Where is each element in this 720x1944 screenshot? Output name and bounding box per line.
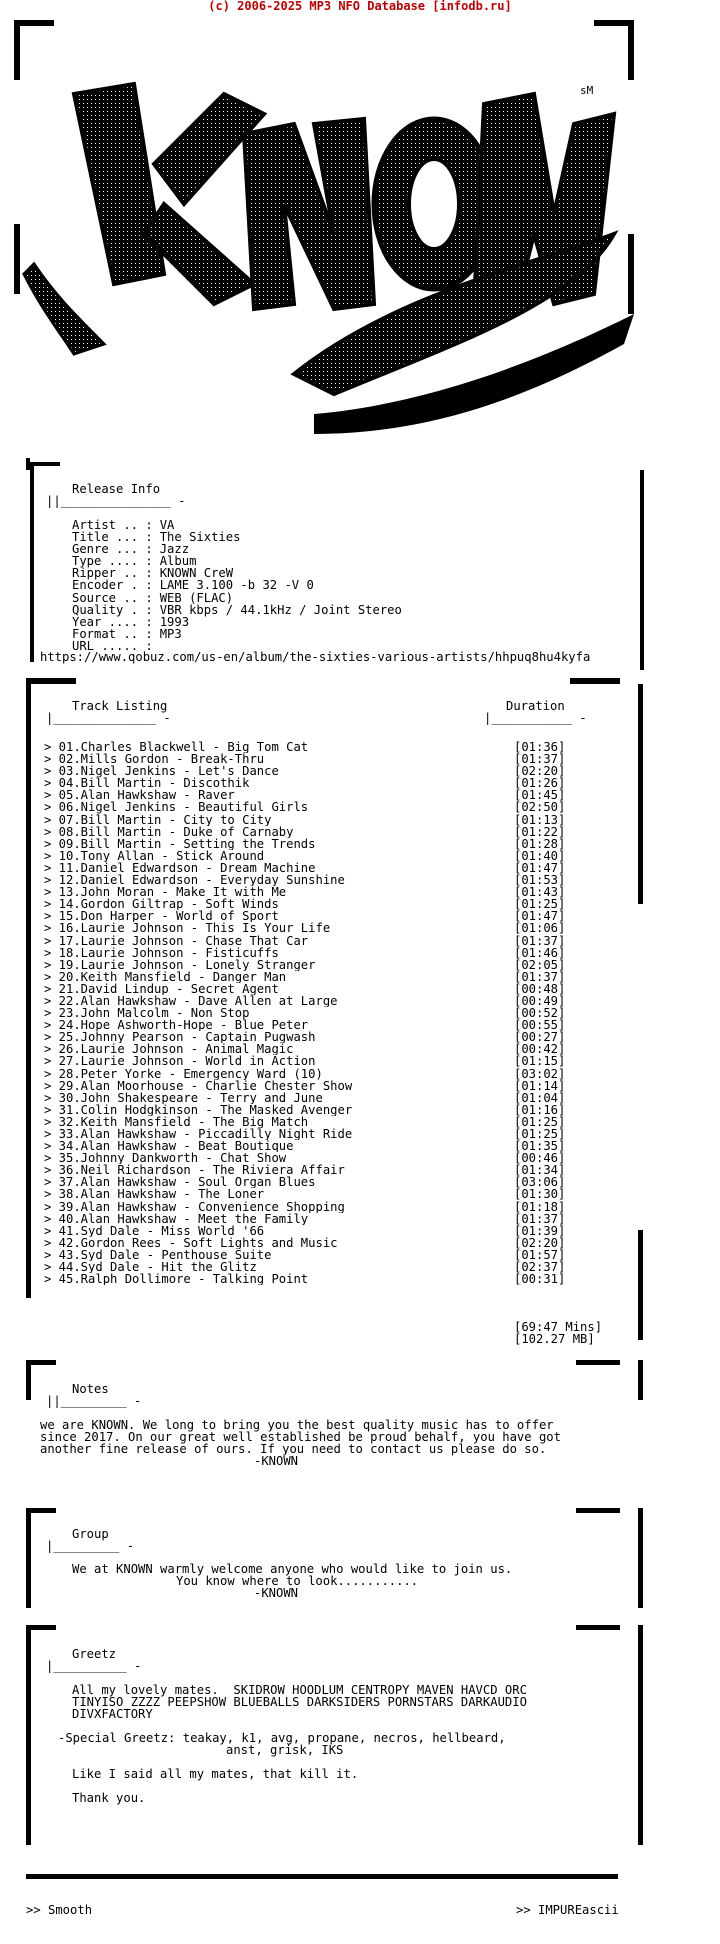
release-info-value: The Sixties: [159, 530, 241, 545]
track-title: > 10.Tony Allan - Stick Around: [44, 849, 265, 862]
release-info-key: Format .. :: [72, 626, 153, 641]
track-duration: [01:40]: [514, 848, 566, 863]
track-title: > 18.Laurie Johnson - Fisticuffs: [44, 946, 279, 959]
release-info-key: Artist .. :: [72, 518, 153, 532]
track-title: > 06.Nigel Jenkins - Beautiful Girls: [44, 801, 309, 814]
release-info-value: WEB (FLAC): [159, 590, 234, 605]
track-row: [44, 801, 644, 813]
track-duration: [01:28]: [514, 836, 566, 851]
track-title: > 36.Neil Richardson - The Riviera Affair: [44, 1164, 345, 1177]
track-duration: [01:15]: [514, 1054, 566, 1069]
track-duration: [01:45]: [514, 788, 566, 803]
notes-line-3: another fine release of ours. If you need to contact us please do so.: [40, 1442, 547, 1456]
track-duration: [01:37]: [514, 933, 566, 948]
track-duration: [01:04]: [514, 1090, 566, 1105]
track-duration: [01:37]: [514, 969, 566, 984]
release-info-key: Source .. :: [72, 590, 153, 605]
track-title: > 17.Laurie Johnson - Chase That Car: [44, 934, 309, 947]
release-info-key: Encoder . :: [72, 578, 153, 593]
track-duration: [01:25]: [514, 897, 566, 912]
greetz-special-2: anst, grisk, IKS: [226, 1743, 344, 1757]
greetz-line-3: DIVXFACTORY: [72, 1707, 153, 1721]
release-info-value: 1993: [159, 614, 190, 629]
copyright-header: (c) 2006-2025 MP3 NFO Database [infodb.ru]: [208, 0, 512, 13]
total-size: [102.27 MB]: [514, 1332, 595, 1346]
track-row: [44, 1188, 644, 1200]
track-title: > 23.John Malcolm - Non Stop: [44, 1007, 250, 1020]
track-title: > 34.Alan Hawkshaw - Beat Boutique: [44, 1140, 294, 1153]
track-duration: [01:18]: [514, 1199, 566, 1214]
track-row: [44, 1068, 644, 1080]
track-title: > 30.John Shakespeare - Terry and June: [44, 1091, 323, 1104]
greetz-underline: |__________ -: [46, 1659, 142, 1673]
track-list: [44, 741, 644, 1285]
release-info-key: Title ... :: [72, 530, 153, 545]
release-info-key: Genre ... :: [72, 542, 153, 557]
track-duration: [01:13]: [514, 812, 566, 827]
track-duration: [01:46]: [514, 945, 566, 960]
release-info-value: Jazz: [159, 542, 190, 557]
duration-underline: |___________ -: [484, 711, 587, 725]
track-duration: [02:37]: [514, 1260, 566, 1275]
track-title: > 41.Syd Dale - Miss World '66: [44, 1224, 265, 1237]
track-duration: [00:27]: [514, 1030, 566, 1045]
track-duration: [01:43]: [514, 885, 566, 900]
total-time: [69:47 Mins]: [514, 1320, 603, 1334]
greetz-line-1: All my lovely mates. SKIDROW HOODLUM CENTROPY MAVEN HAVCD ORC: [72, 1683, 527, 1697]
track-row: [44, 1055, 644, 1067]
track-title: > 45.Ralph Dollimore - Talking Point: [44, 1273, 309, 1286]
release-info-heading: Release Info: [72, 482, 161, 496]
track-title: > 42.Gordon Rees - Soft Lights and Music: [44, 1236, 338, 1249]
track-title: > 16.Laurie Johnson - This Is Your Life: [44, 922, 331, 935]
release-info-value: VA: [159, 518, 175, 532]
track-duration: [00:48]: [514, 981, 566, 996]
track-title: > 38.Alan Hawkshaw - The Loner: [44, 1188, 265, 1201]
track-duration: [01:47]: [514, 909, 566, 924]
track-duration: [00:55]: [514, 1018, 566, 1033]
release-url[interactable]: https://www.qobuz.com/us-en/album/the-sixties-various-artists/hhpuq8hu4kyfa: [40, 650, 591, 664]
track-title: > 14.Gordon Giltrap - Soft Winds: [44, 898, 279, 911]
track-title: > 39.Alan Hawkshaw - Convenience Shopping: [44, 1200, 345, 1213]
release-info-value: MP3: [159, 626, 182, 641]
greetz-heading: Greetz: [72, 1647, 117, 1661]
track-title: > 22.Alan Hawkshaw - Dave Allen at Large: [44, 994, 338, 1008]
release-info-value: KNOWN CreW: [159, 566, 234, 581]
track-duration: [01:53]: [514, 873, 566, 888]
track-title: > 33.Alan Hawkshaw - Piccadilly Night Ride: [44, 1128, 353, 1141]
track-row: [44, 922, 644, 934]
track-title: > 32.Keith Mansfield - The Big Match: [44, 1115, 309, 1128]
track-row: [44, 1080, 644, 1092]
track-title: > 21.David Lindup - Secret Agent: [44, 982, 279, 995]
track-title: > 03.Nigel Jenkins - Let's Dance: [44, 765, 279, 778]
release-info-value: Album: [159, 554, 197, 569]
track-title: > 27.Laurie Johnson - World in Action: [44, 1055, 316, 1068]
track-duration: [03:06]: [514, 1175, 566, 1190]
footer-right: >> IMPUREascii: [516, 1903, 619, 1917]
logo-signature: sM: [580, 84, 594, 97]
release-info-key: Type .... :: [72, 554, 153, 569]
track-duration: [02:20]: [514, 764, 566, 779]
track-duration: [01:39]: [514, 1223, 566, 1238]
track-title: > 44.Syd Dale - Hit the Glitz: [44, 1261, 257, 1274]
track-duration: [01:16]: [514, 1102, 566, 1117]
duration-heading: Duration: [506, 699, 565, 713]
track-title: > 12.Daniel Edwardson - Everyday Sunshine: [44, 874, 345, 887]
track-title: > 05.Alan Hawkshaw - Raver: [44, 789, 235, 802]
track-title: > 35.Johnny Dankworth - Chat Show: [44, 1152, 287, 1165]
release-info-key: Quality . :: [72, 602, 153, 617]
notes-heading: Notes: [72, 1382, 109, 1396]
release-info-value: VBR kbps / 44.1kHz / Joint Stereo: [159, 602, 402, 617]
track-title: > 09.Bill Martin - Setting the Trends: [44, 837, 316, 850]
notes-line-1: we are KNOWN. We long to bring you the best quality music has to offer: [40, 1418, 554, 1432]
track-row: [44, 959, 644, 971]
track-title: > 19.Laurie Johnson - Lonely Stranger: [44, 958, 316, 971]
track-title: > 37.Alan Hawkshaw - Soul Organ Blues: [44, 1176, 316, 1189]
track-duration: [01:30]: [514, 1187, 566, 1202]
notes-signature: -KNOWN: [254, 1454, 299, 1468]
track-row: [44, 1273, 644, 1285]
notes-underline: ||_________ -: [46, 1394, 142, 1408]
track-title: > 01.Charles Blackwell - Big Tom Cat: [44, 741, 309, 754]
track-title: > 07.Bill Martin - City to City: [44, 813, 272, 826]
track-duration: [00:46]: [514, 1151, 566, 1166]
release-info-key: Year .... :: [72, 614, 153, 629]
track-title: > 29.Alan Moorhouse - Charlie Chester Show: [44, 1079, 353, 1092]
group-signature: -KNOWN: [254, 1586, 299, 1600]
known-ascii-logo: [14, 14, 654, 450]
track-title: > 11.Daniel Edwardson - Dream Machine: [44, 861, 316, 875]
track-listing-underline: |______________ -: [46, 711, 171, 725]
release-info-key: URL ..... :: [72, 638, 153, 653]
track-row: [44, 1092, 644, 1104]
track-duration: [01:22]: [514, 824, 566, 839]
track-duration: [01:47]: [514, 860, 566, 875]
track-title: > 24.Hope Ashworth-Hope - Blue Peter: [44, 1019, 309, 1032]
track-duration: [01:37]: [514, 1211, 566, 1226]
track-title: > 31.Colin Hodgkinson - The Masked Avenger: [44, 1103, 353, 1116]
greetz-line-mates: Like I said all my mates, that kill it.: [72, 1767, 359, 1781]
release-info-list: [72, 519, 402, 652]
track-title: > 26.Laurie Johnson - Animal Magic: [44, 1043, 294, 1056]
track-title: > 25.Johnny Pearson - Captain Pugwash: [44, 1031, 316, 1044]
track-duration: [01:35]: [514, 1139, 566, 1154]
track-duration: [01:14]: [514, 1078, 566, 1093]
group-heading: Group: [72, 1527, 109, 1541]
track-duration: [01:25]: [514, 1114, 566, 1129]
greetz-special-1: -Special Greetz: teakay, k1, avg, propane, necros, hellbeard,: [58, 1731, 506, 1745]
release-info-value: LAME 3.100 -b 32 -V 0: [159, 578, 314, 593]
track-duration: [02:50]: [514, 800, 566, 815]
track-title: > 43.Syd Dale - Penthouse Suite: [44, 1248, 272, 1262]
track-duration: [00:52]: [514, 1006, 566, 1021]
notes-line-2: since 2017. On our great well established be proud behalf, you have got: [40, 1430, 561, 1444]
track-row: [44, 826, 644, 838]
group-underline: |_________ -: [46, 1539, 135, 1553]
track-duration: [00:31]: [514, 1272, 566, 1287]
track-duration: [01:06]: [514, 921, 566, 936]
track-duration: [01:26]: [514, 776, 566, 791]
track-duration: [02:05]: [514, 957, 566, 972]
track-duration: [00:42]: [514, 1042, 566, 1057]
track-duration: [01:57]: [514, 1247, 566, 1262]
track-title: > 13.John Moran - Make It with Me: [44, 886, 287, 899]
track-row: [44, 1201, 644, 1213]
track-duration: [01:25]: [514, 1127, 566, 1141]
greetz-line-2: TINYISO ZZZZ PEEPSHOW BLUEBALLS DARKSIDERS PORNSTARS DARKAUDIO: [72, 1695, 527, 1709]
track-title: > 02.Mills Gordon - Break-Thru: [44, 753, 265, 766]
track-row: [44, 814, 644, 826]
track-duration: [00:49]: [514, 993, 566, 1008]
release-info-underline: ||_______________ -: [46, 494, 186, 508]
track-duration: [01:37]: [514, 752, 566, 767]
track-duration: [03:02]: [514, 1066, 566, 1081]
track-row: [44, 947, 644, 959]
track-duration: [01:34]: [514, 1163, 566, 1178]
track-title: > 15.Don Harper - World of Sport: [44, 910, 279, 923]
track-duration: [01:36]: [514, 740, 566, 754]
track-title: > 04.Bill Martin - Discothik: [44, 777, 250, 790]
track-title: > 28.Peter Yorke - Emergency Ward (10): [44, 1067, 323, 1080]
track-title: > 20.Keith Mansfield - Danger Man: [44, 970, 287, 983]
greetz-thanks: Thank you.: [72, 1791, 146, 1805]
track-listing-heading: Track Listing: [72, 699, 168, 713]
track-duration: [02:20]: [514, 1235, 566, 1250]
release-info-key: Ripper .. :: [72, 566, 153, 581]
group-line-2: You know where to look...........: [176, 1574, 419, 1588]
footer-left: >> Smooth: [26, 1903, 93, 1917]
group-line-1: We at KNOWN warmly welcome anyone who would like to join us.: [72, 1562, 513, 1576]
track-title: > 08.Bill Martin - Duke of Carnaby: [44, 825, 294, 838]
track-row: [44, 935, 644, 947]
track-row: [44, 1213, 644, 1225]
track-title: > 40.Alan Hawkshaw - Meet the Family: [44, 1212, 309, 1225]
